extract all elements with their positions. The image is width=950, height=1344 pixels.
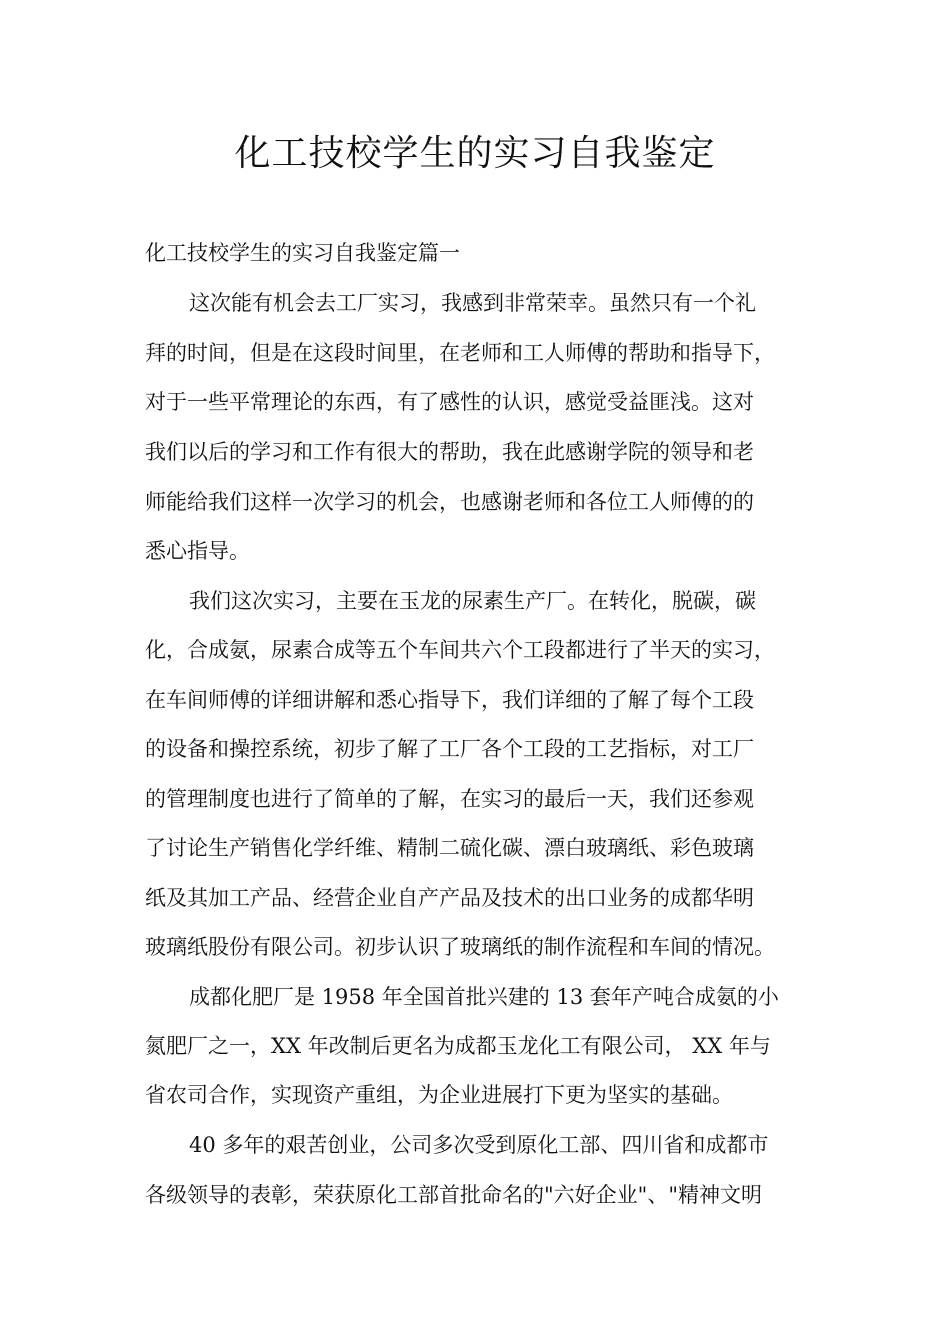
paragraph-line: 我们以后的学习和工作有很大的帮助，我在此感谢学院的领导和老 — [145, 440, 754, 464]
paragraph-line: 师能给我们这样一次学习的机会，也感谢老师和各位工人师傅的的 — [145, 490, 754, 514]
paragraph-line: 氮肥厂之一，XX 年改制后更名为成都玉龙化工有限公司， XX 年与 — [145, 1034, 771, 1058]
paragraph-line: 的设备和操控系统，初步了解了工厂各个工段的工艺指标，对工厂 — [145, 737, 754, 761]
paragraph-line: 40 多年的艰苦创业，公司多次受到原化工部、四川省和成都市 — [189, 1133, 769, 1157]
paragraph-line: 了讨论生产销售化学纤维、精制二硫化碳、漂白玻璃纸、彩色玻璃 — [145, 836, 754, 860]
paragraph-line: 玻璃纸股份有限公司。初步认识了玻璃纸的制作流程和车间的情况。 — [145, 935, 775, 959]
paragraph-line: 在车间师傅的详细讲解和悉心指导下，我们详细的了解了每个工段 — [145, 688, 754, 712]
paragraph-line: 这次能有机会去工厂实习，我感到非常荣幸。虽然只有一个礼 — [189, 291, 756, 315]
paragraph-line: 对于一些平常理论的东西，有了感性的认识，感觉受益匪浅。这对 — [145, 390, 754, 414]
paragraph-line: 拜的时间，但是在这段时间里，在老师和工人师傅的帮助和指导下， — [145, 341, 775, 365]
paragraph-line: 化，合成氨，尿素合成等五个车间共六个工段都进行了半天的实习， — [145, 638, 775, 662]
paragraph-line: 悉心指导。 — [145, 539, 250, 563]
paragraph-line: 的管理制度也进行了简单的了解，在实习的最后一天，我们还参观 — [145, 787, 754, 811]
section-heading: 化工技校学生的实习自我鉴定篇一 — [145, 241, 460, 265]
document-title: 化工技校学生的实习自我鉴定 — [234, 133, 716, 174]
paragraph-line: 省农司合作，实现资产重组，为企业进展打下更为坚实的基础。 — [145, 1083, 733, 1107]
paragraph-line: 成都化肥厂是 1958 年全国首批兴建的 13 套年产吨合成氨的小 — [189, 985, 779, 1009]
paragraph-line: 各级领导的表彰，荣获原化工部首批命名的"六好企业"、"精神文明 — [145, 1183, 762, 1207]
paragraph-line: 纸及其加工产品、经营企业自产产品及技术的出口业务的成都华明 — [145, 886, 754, 910]
paragraph-line: 我们这次实习，主要在玉龙的尿素生产厂。在转化，脱碳，碳 — [189, 589, 756, 613]
